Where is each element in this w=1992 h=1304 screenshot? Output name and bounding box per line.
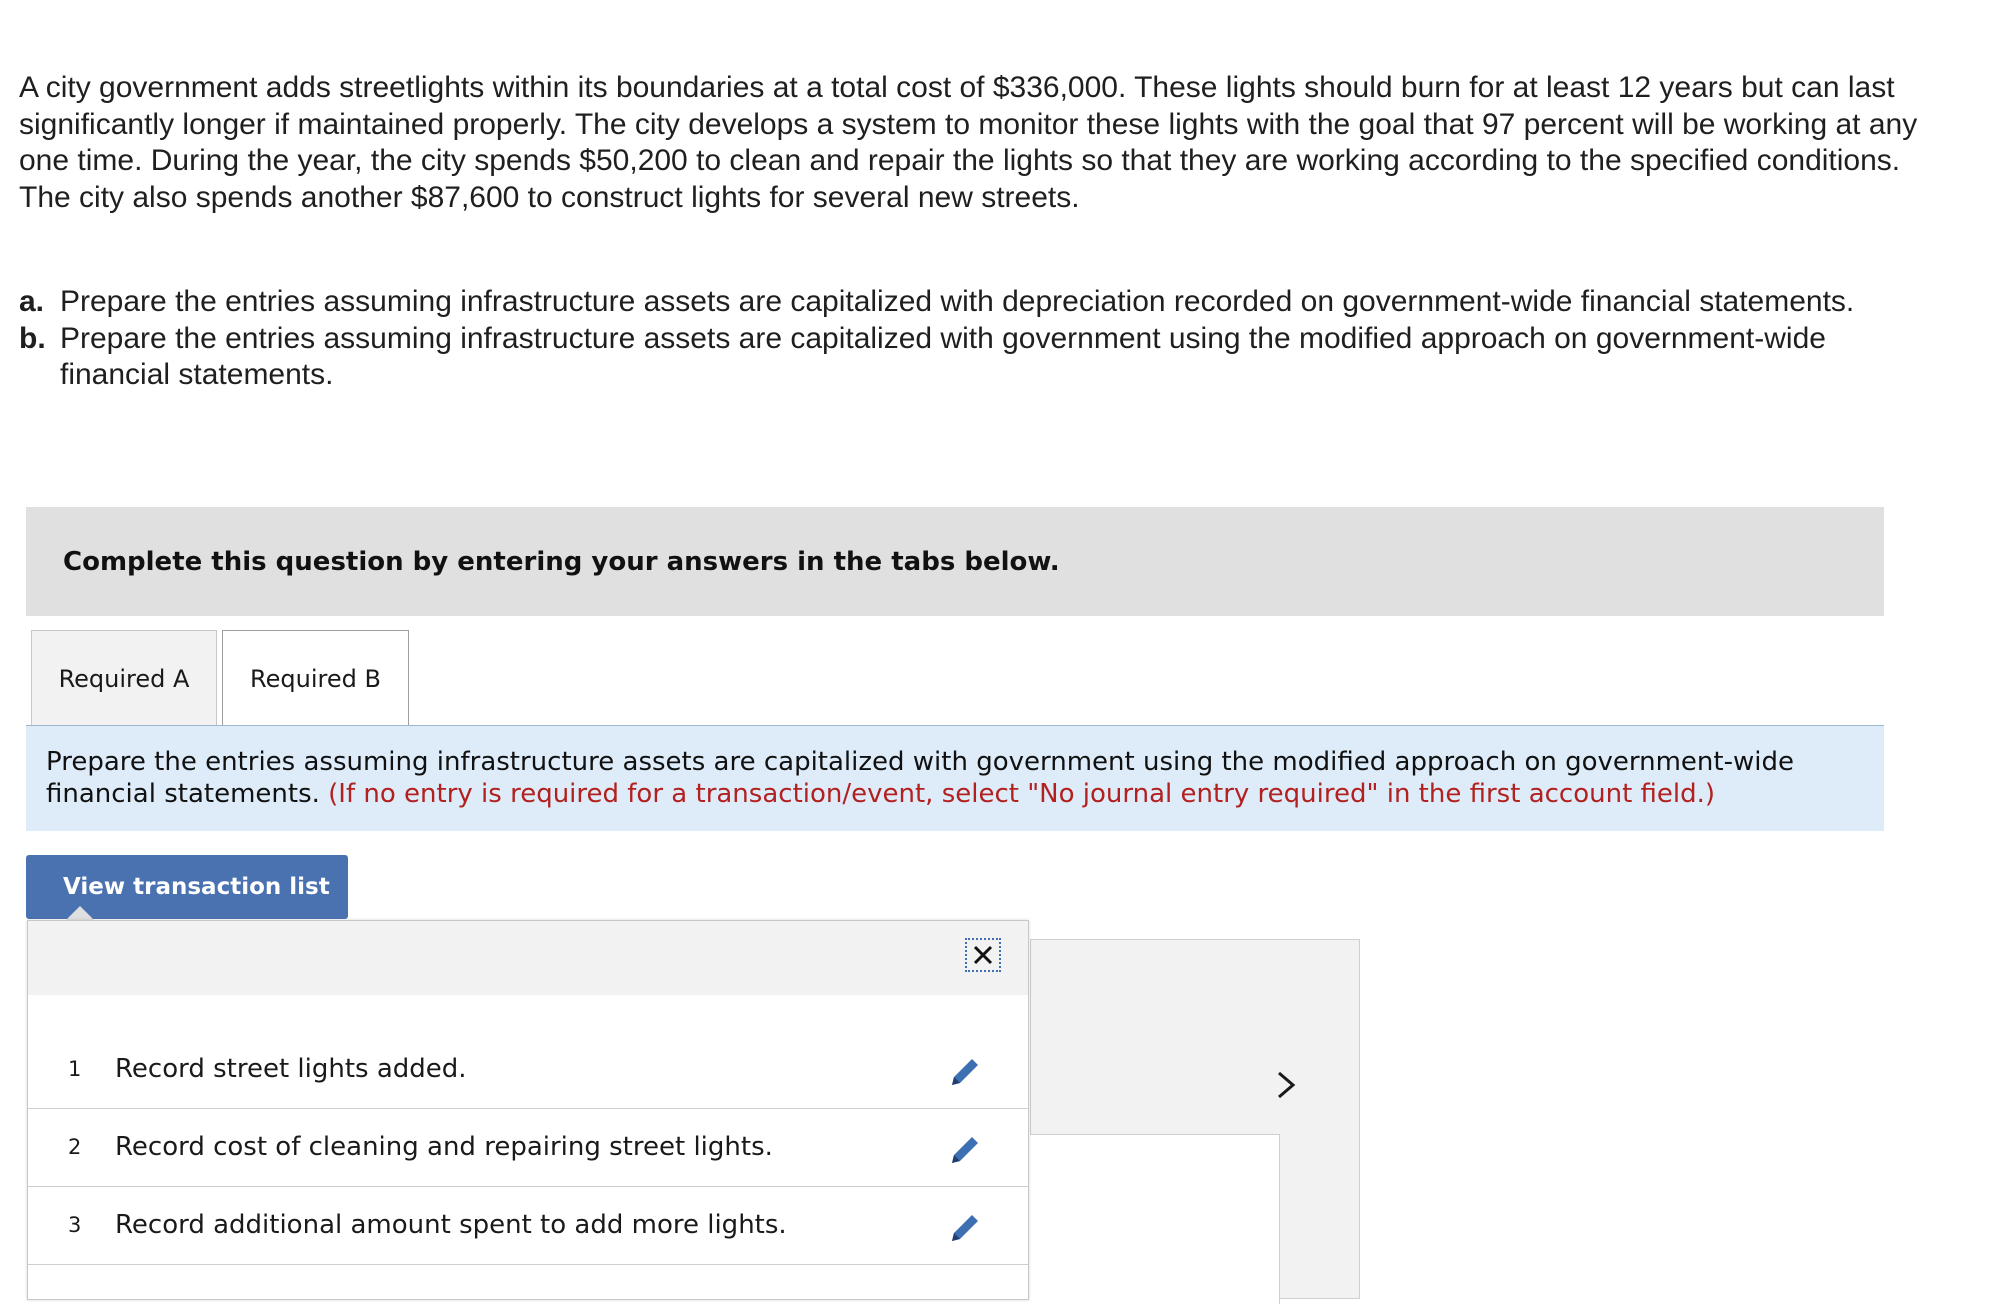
pencil-icon[interactable] [944, 1207, 984, 1247]
instruction-banner [26, 507, 1884, 616]
requirement-a [19, 284, 1909, 321]
pencil-icon[interactable] [944, 1051, 984, 1091]
popup-pointer [66, 906, 94, 920]
transaction-description: Record additional amount spent to add more lights. [115, 1210, 787, 1240]
tab-label: Required B [250, 665, 381, 693]
problem-statement: A city government adds streetlights within its boundaries at a total cost of $336,000. These lights should burn for at least 12 years but can last significantly longer if maintained properly. The city develops a system to monitor these lights with the goal that 97 percent will be working at any one time. During the year, the city spends $50,200 to clean and repair the lights so that they are working according to the specified conditions. The city also spends another $87,600 to construct lights for several new streets. [19, 71, 1918, 214]
transaction-row[interactable] [28, 1187, 1028, 1265]
transaction-row[interactable] [28, 1031, 1028, 1109]
transaction-number: 3 [68, 1213, 82, 1237]
banner-text: Complete this question by entering your answers in the tabs below. [63, 546, 1060, 577]
transaction-number: 2 [68, 1135, 82, 1159]
requirements-list [19, 284, 1909, 394]
requirement-letter: b. [19, 321, 46, 355]
close-icon [971, 943, 995, 967]
transaction-number: 1 [68, 1057, 82, 1081]
requirement-text: Prepare the entries assuming infrastructure assets are capitalized with government using the modified approach on government-wide financial statements. [60, 321, 1826, 391]
requirement-text: Prepare the entries assuming infrastructure assets are capitalized with depreciation recorded on government-wide financial statements. [60, 285, 1855, 318]
requirement-b [19, 321, 1909, 394]
pencil-icon[interactable] [944, 1129, 984, 1169]
close-button[interactable] [965, 938, 1001, 972]
transaction-description: Record cost of cleaning and repairing street lights. [115, 1132, 773, 1162]
tab-required-b[interactable] [222, 630, 409, 727]
transaction-description: Record street lights added. [115, 1054, 467, 1084]
tab-required-a[interactable] [31, 630, 217, 726]
journal-panel-inner [1030, 1134, 1280, 1304]
transaction-list-popup [27, 920, 1029, 1300]
popup-header [28, 921, 1028, 995]
requirement-letter: a. [19, 285, 45, 318]
tab-instructions [26, 726, 1884, 831]
instructions-text: Prepare the entries assuming infrastructure assets are capitalized with government using the modified approach on government-wide financial statements. [46, 747, 1794, 809]
instructions-note: (If no entry is required for a transaction/event, select "No journal entry required" in the first account field.) [328, 779, 1716, 809]
view-transaction-list-button[interactable]: View transaction list [26, 855, 348, 919]
chevron-right-icon[interactable] [1265, 1065, 1305, 1105]
transaction-row[interactable] [28, 1109, 1028, 1187]
tab-label: Required A [58, 664, 190, 693]
